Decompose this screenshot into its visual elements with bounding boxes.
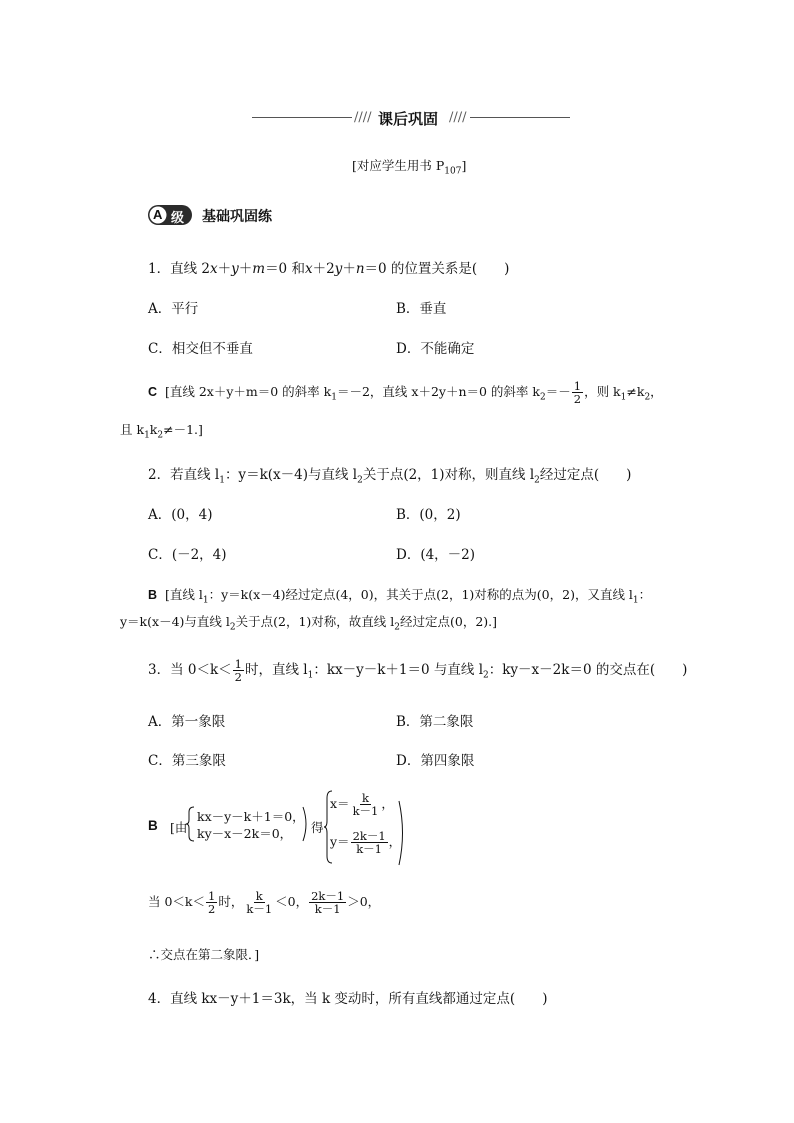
q1-option-c: C．相交但不垂直	[148, 341, 253, 357]
right-paren-icon-2	[398, 800, 406, 866]
q3-option-b: B．第二象限	[396, 714, 474, 730]
question-3: 3．当 0＜k＜ $\frac{1}{2}$ 时，直线 $l_1$：kx－y－k＋1＝0 与直线 $l_2$：ky－x－2k＝0 的交点在( )	[148, 657, 688, 684]
q3-solution-x: x＝ $\frac{k}{k-1}$ ，	[330, 791, 394, 818]
q3-system-eq1: kx－y－k＋1＝0，	[197, 809, 305, 824]
q3-conclusion: ∴交点在第二象限．]	[148, 947, 260, 962]
q1-answer-line2: 且 $k_1k_2\ne-1$.]	[120, 422, 203, 441]
q3-answer-open: [由	[170, 820, 188, 835]
q3-answer-letter: B	[148, 818, 158, 833]
q3-condition: 当 0＜k＜ $\frac{1}{2}$ 时， $\frac{k}{k-1}$ ＜0， $\frac{2k-1}{k-1}$ ＞0，	[148, 889, 381, 916]
q2-option-b: B．(0，2)	[396, 507, 461, 523]
q3-system-eq2: ky－x－2k＝0，	[197, 826, 293, 841]
q3-option-a: A．第一象限	[148, 714, 226, 730]
left-brace-icon	[186, 806, 196, 842]
q1-answer: C [直线 2x＋y＋m＝0 的斜率 $k_1=-2$，直线 x＋2y＋n＝0 的斜率 $k_2=-$ $\frac{1}{2}$ ，则 $k_1\ne k_2$，	[148, 379, 663, 406]
q2-option-a: A．(0，4)	[148, 507, 213, 523]
book-reference-text: [对应学生用书 P	[352, 158, 445, 173]
q1-fraction: $\frac{1}{2}$	[573, 379, 582, 406]
level-badge-letter: A	[153, 207, 163, 222]
book-reference-page: 107	[444, 166, 462, 177]
q3-option-c: C．第三象限	[148, 753, 226, 769]
q2-answer: B [直线 $l_1$：y＝k(x－4)经过定点(4，0)，其关于点(2，1)对称的点为(0，2)，又直线 $l_1$：	[148, 587, 652, 606]
right-paren-icon	[302, 806, 310, 842]
q3-de-label: 得	[311, 820, 324, 835]
q2-answer-letter: B	[148, 588, 158, 602]
q3-option-d: D．第四象限	[396, 753, 475, 769]
header-rule-left	[252, 117, 352, 118]
header-hatch-right: ////	[449, 110, 467, 125]
book-reference-end: ]	[461, 158, 467, 173]
header-hatch-left: ////	[354, 110, 372, 125]
q3-solution-y: y＝ $\frac{2k-1}{k-1}$ ，	[330, 829, 402, 856]
book-reference	[352, 156, 466, 177]
q1-option-a: A．平行	[148, 301, 199, 317]
q2-option-d: D．(4，－2)	[396, 547, 476, 563]
page-title: 课后巩固	[378, 111, 439, 128]
level-badge	[148, 205, 192, 225]
q2-option-c: C．(－2，4)	[148, 547, 227, 563]
question-2: 2．若直线 $l_1$：y＝k(x－4)与直线 $l_2$关于点(2，1)对称，则直线 $l_2$经过定点( )	[148, 467, 632, 486]
header-rule-right	[470, 117, 570, 118]
question-1: 1．直线 2x＋y＋m＝0 和x＋2y＋n＝0 的位置关系是( )	[148, 261, 510, 277]
level-badge-char: 级	[171, 210, 185, 225]
q3-fraction: $\frac{1}{2}$	[234, 657, 242, 684]
question-4: 4．直线 kx－y＋1＝3k，当 k 变动时，所有直线都通过定点( )	[148, 991, 548, 1007]
q1-answer-letter: C	[148, 385, 158, 399]
q1-option-b: B．垂直	[396, 301, 447, 317]
section-title: 基础巩固练	[202, 208, 272, 224]
q2-answer-line2: y＝k(x－4)与直线 $l_2$关于点(2，1)对称，故直线 $l_2$经过定点(0，2).]	[120, 614, 497, 633]
q1-option-d: D．不能确定	[396, 341, 475, 357]
